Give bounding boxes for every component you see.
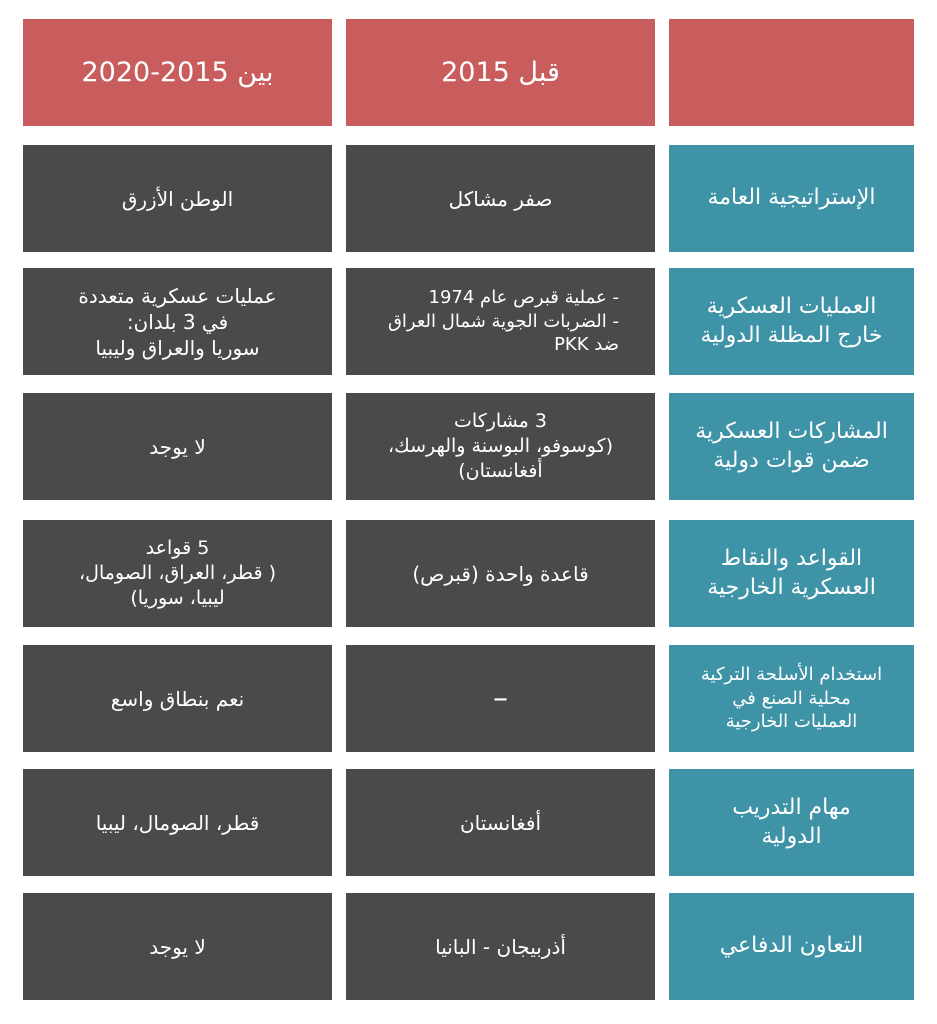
row-7-label: [669, 893, 914, 1000]
row-2-before: [346, 268, 655, 375]
row-3-label-text: المشاركات العسكرية ضمن قوات دولية: [695, 418, 888, 473]
row-6-between-text: قطر، الصومال، ليبيا: [95, 810, 260, 835]
row-1-label: [669, 145, 914, 252]
header-between: [23, 19, 332, 126]
row-1-between-text: الوطن الأزرق: [121, 186, 234, 211]
row-6-before: [346, 769, 655, 876]
row-6-label-text: مهام التدريب الدولية: [732, 794, 851, 849]
header-corner: [669, 19, 914, 126]
row-7-between-text: لا يوجد: [149, 934, 206, 959]
row-6-before-text: أفغانستان: [459, 810, 542, 835]
row-2-label-text: العمليات العسكرية خارج المظلة الدولية: [700, 293, 883, 348]
row-7-before: [346, 893, 655, 1000]
row-5-label: [669, 645, 914, 752]
row-1-before: [346, 145, 655, 252]
header-between-label: بين 2015-2020: [81, 56, 274, 88]
row-5-before-text: –: [493, 681, 508, 716]
row-7-between: [23, 893, 332, 1000]
row-3-before-text: 3 مشاركات (كوسوفو، البوسنة والهرسك، أفغانستان): [387, 410, 614, 482]
row-3-between: [23, 393, 332, 500]
row-7-before-text: أذربيجان - البانيا: [435, 934, 566, 959]
row-2-between-text: عمليات عسكرية متعددة في 3 بلدان: سوريا والعراق وليبيا: [78, 283, 277, 360]
row-4-label-text: القواعد والنقاط العسكرية الخارجية: [707, 545, 876, 600]
header-before-label: قبل 2015: [441, 56, 560, 88]
row-2-label: [669, 268, 914, 375]
row-7-label-text: التعاون الدفاعي: [719, 933, 864, 959]
row-4-between-text: 5 قواعد ( قطر، العراق، الصومال، ليبيا، سوريا): [79, 537, 276, 609]
row-4-before-text: قاعدة واحدة (قبرص): [412, 561, 589, 586]
row-3-before: [346, 393, 655, 500]
row-6-between: [23, 769, 332, 876]
row-4-before: [346, 520, 655, 627]
row-6-label: [669, 769, 914, 876]
row-1-label-text: الإستراتيجية العامة: [707, 185, 876, 211]
row-3-between-text: لا يوجد: [149, 434, 206, 459]
row-5-label-text: استخدام الأسلحة التركية محلية الصنع في العمليات الخارجية: [700, 664, 883, 733]
row-3-label: [669, 393, 914, 500]
row-2-between: [23, 268, 332, 375]
row-4-label: [669, 520, 914, 627]
row-5-between-text: نعم بنطاق واسع: [110, 686, 245, 711]
row-5-between: [23, 645, 332, 752]
header-before: [346, 19, 655, 126]
row-2-before-text: - عملية قبرص عام 1974 - الضربات الجوية شمال العراق ضد PKK: [387, 287, 619, 356]
row-1-between: [23, 145, 332, 252]
row-1-before-text: صفر مشاكل: [448, 186, 553, 211]
row-5-before: [346, 645, 655, 752]
row-4-between: [23, 520, 332, 627]
